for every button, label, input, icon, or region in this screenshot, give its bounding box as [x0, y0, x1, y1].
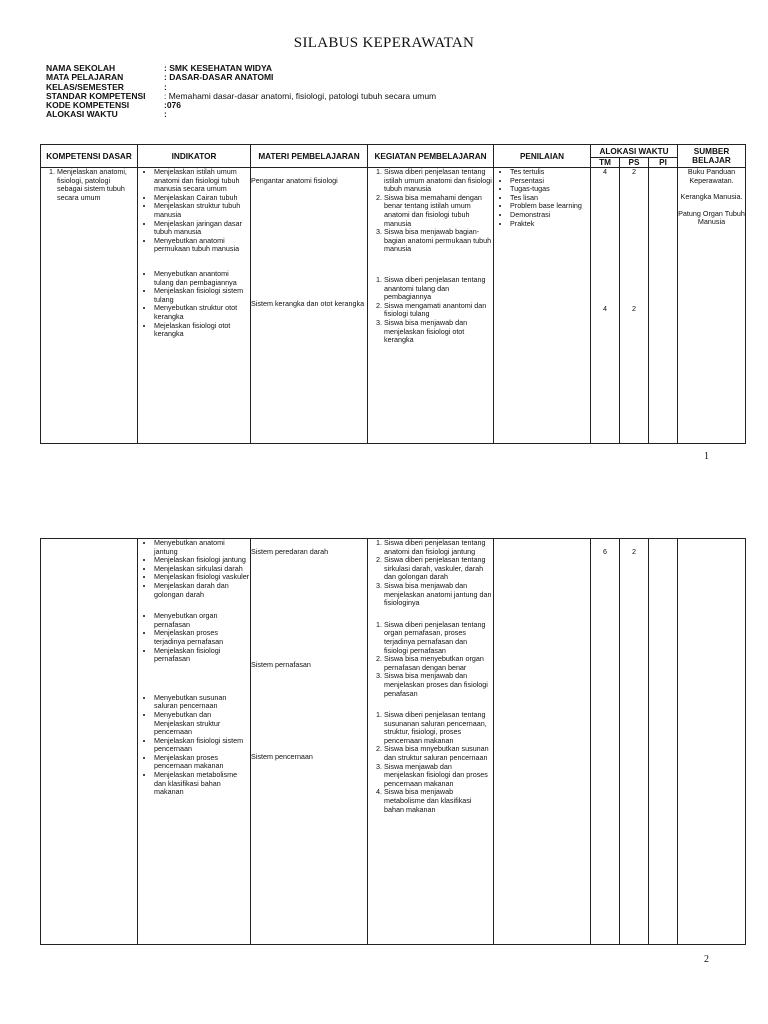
kegiatan-cell [368, 168, 494, 444]
col-alokasi-waktu: ALOKASI WAKTU [591, 145, 678, 158]
penilaian-cell [494, 168, 591, 444]
field-label: KODE KOMPETENSI [46, 100, 130, 111]
field-label: MATA PELAJARAN [46, 72, 124, 83]
indikator-list [138, 168, 250, 254]
list-item: • Menyebutkan anantomi tulang dan pembagiannya [154, 270, 250, 287]
list-item: 3. Siswa bisa menjawab dan menjelaskan anatomi jantung dan fisiologinya [384, 582, 493, 608]
penilaian-cell [494, 539, 591, 945]
ps-cell [620, 168, 649, 444]
list-item: • Menjelaskan fisiologi vaskuler [154, 573, 250, 582]
list-item: • Mejelaskan fisiologi otot kerangka [154, 322, 250, 339]
ps-cell [620, 539, 649, 945]
materi-text: Sistem kerangka dan otot kerangka [251, 298, 365, 308]
col-materi: MATERI PEMBELAJARAN [251, 145, 368, 168]
list-item: • Tes lisan [510, 194, 590, 203]
list-item: 4. Siswa bisa menjawab metabolisme dan klasifikasi bahan makanan [384, 788, 493, 814]
sumber-cell [678, 168, 746, 444]
page-number: 2 [704, 954, 709, 965]
materi-text: Pengantar anatomi fisiologi [251, 176, 338, 185]
list-item: • Menyebutkan anatomi permukaan tubuh manusia [154, 237, 250, 254]
list-item: • Demonstrasi [510, 211, 590, 220]
ps-value: 2 [632, 303, 636, 313]
list-item: • Problem base learning [510, 202, 590, 211]
list-item: 3. Siswa bisa menjawab bagian-bagian anatomi permukaan tubuh manusia [384, 228, 493, 254]
list-item: • Menjelaskan jaringan dasar tubuh manusia [154, 220, 250, 237]
list-item: • Menjelaskan Cairan tubuh [154, 194, 250, 203]
col-indikator: INDIKATOR [138, 145, 251, 168]
sumber-item: Patung Organ Tubuh Manusia [678, 208, 745, 227]
field-value: : SMK KESEHATAN WIDYA [164, 63, 272, 73]
indikator-list [138, 694, 250, 797]
list-item: 1. Siswa diberi penjelasan tentang susunanan saluran pencernaan, struktur, fisiologi, proses pencernaan makanan [384, 711, 493, 745]
kompetensi-list [41, 168, 137, 202]
list-item: • Menyebutkan susunan saluran pencernaan [154, 694, 250, 711]
list-item: • Menyebutkan struktur otot kerangka [154, 304, 250, 321]
list-item: 3. Siswa bisa menjawab dan menjelaskan fisiologi otot kerangka [384, 319, 493, 345]
list-item: 1. Siswa diberi penjelasan tentang anantomi tulang dan pembagiannya [384, 276, 493, 302]
list-item: • Menjelaskan proses pencernaan makanan [154, 754, 250, 771]
materi-cell [251, 168, 368, 444]
sumber-item: Kerangka Manusia. [680, 192, 743, 202]
field-label: KELAS/SEMESTER [46, 81, 124, 92]
table-row [41, 539, 746, 945]
list-item: • Menjelaskan istilah umum anatomi dan fisiologi tubuh manusia secara umum [154, 168, 250, 194]
col-pi: PI [649, 158, 678, 168]
table-row [41, 168, 746, 444]
list-item: • Tugas-tugas [510, 185, 590, 194]
list-item: • Menjelaskan fisiologi jantung [154, 556, 250, 565]
tm-value: 6 [603, 547, 607, 556]
list-item: 1. Siswa diberi penjelasan tentang anatomi dan fisiologi jantung [384, 539, 493, 556]
kegiatan-list [368, 168, 493, 254]
field-value: : [164, 109, 167, 120]
syllabus-table-page-1 [40, 144, 746, 444]
list-item: 2. Siswa mengamati anantomi dan fisiologi tulang [384, 302, 493, 319]
list-item: • Menjelaskan struktur tubuh manusia [154, 202, 250, 219]
identity-block [46, 64, 436, 120]
indikator-list [138, 270, 250, 339]
list-item: 3. Siswa bisa menjawab dan menjelaskan proses dan fisiologi penafasan [384, 672, 493, 698]
list-item: • Tes tertulis [510, 168, 590, 177]
list-item: 1. Menjelaskan anatomi, fisiologi, patologi sebagai sistem tubuh secara umum [57, 168, 137, 202]
pi-cell [649, 168, 678, 444]
col-kegiatan: KEGIATAN PEMBELAJARAN [368, 145, 494, 168]
field-value: : [164, 81, 167, 92]
tm-cell [591, 168, 620, 444]
identity-row-time [46, 110, 436, 119]
materi-text: Sistem peredaran darah [251, 547, 329, 556]
field-value: :076 [164, 100, 182, 111]
list-item: 1. Siswa diberi penjelasan tentang istilah umum anatomi dan fisiologi tubuh manusia [384, 168, 493, 194]
kegiatan-list [368, 711, 493, 814]
page-number: 1 [704, 451, 709, 462]
list-item: • Menjelaskan fisiologi pernafasan [154, 647, 250, 664]
list-item: 2. Siswa diberi penjelasan tentang sirkulasi darah, vaskuler, darah dan golongan darah [384, 556, 493, 582]
tm-cell [591, 539, 620, 945]
list-item: • Menjelaskan sirkulasi darah [154, 565, 250, 574]
kegiatan-list [368, 539, 493, 608]
list-item: • Menjelaskan metabolisme dan klasifikasi bahan makanan [154, 771, 250, 797]
list-item: • Persentasi [510, 177, 590, 186]
materi-text: Sistem pencernaan [251, 752, 313, 762]
materi-text: Sistem pernafasan [251, 659, 311, 669]
list-item: • Praktek [510, 220, 590, 229]
indikator-list [138, 612, 250, 664]
col-sumber-belajar: SUMBER BELAJAR [678, 145, 746, 168]
field-value: : Memahami dasar-dasar anatomi, fisiologi, patologi tubuh secara umum [164, 90, 437, 101]
pi-cell [649, 539, 678, 945]
list-item: • Menjelaskan proses terjadinya pernafasan [154, 629, 250, 646]
syllabus-table-page-2 [40, 538, 746, 945]
indikator-cell [138, 539, 251, 945]
list-item: 3. Siswa menjawab dan menjelaskan fisiologi dan proses pencernaan makanan [384, 763, 493, 789]
kompetensi-dasar-cell [41, 539, 138, 945]
list-item: 2. Siswa bisa mnyebutkan susunan dan struktur saluran pencernaan [384, 745, 493, 762]
tm-value: 4 [603, 303, 607, 313]
field-value: : DASAR-DASAR ANATOMI [164, 72, 274, 83]
list-item: • Menyebutkan anatomi jantung [154, 539, 250, 556]
indikator-list [138, 539, 250, 599]
sumber-cell [678, 539, 746, 945]
kegiatan-cell [368, 539, 494, 945]
list-item: 2. Siswa bisa menyebutkan organ pernafasan dengan benar [384, 655, 493, 672]
list-item: 2. Siswa bisa memahami dengan benar tentang istilah umum anatomi dan fisiologi tubuh manusia [384, 194, 493, 228]
header-row [41, 145, 746, 158]
col-kompetensi-dasar: KOMPETENSI DASAR [41, 145, 138, 168]
ps-value: 2 [632, 547, 636, 556]
kegiatan-list [368, 276, 493, 345]
list-item: • Menyebutkan organ pernafasan [154, 612, 250, 629]
list-item: 1. Siswa diberi penjelasan tentang organ pernafasan, proses terjadinya pernafasan dan fisiologi pernafasan [384, 621, 493, 655]
indikator-cell [138, 168, 251, 444]
list-item: • Menjelaskan fisiologi sistem tulang [154, 287, 250, 304]
tm-value: 4 [603, 167, 607, 176]
list-item: • Menjelaskan darah dan golongan darah [154, 582, 250, 599]
field-label: ALOKASI WAKTU [46, 109, 118, 120]
col-tm: TM [591, 158, 620, 168]
field-label: STANDAR KOMPETENSI [46, 90, 146, 101]
kegiatan-list [368, 621, 493, 698]
col-ps: PS [620, 158, 649, 168]
list-item: • Menjelaskan fisiologi sistem pencernaan [154, 737, 250, 754]
sumber-item: Buku Panduan Keperawatan. [687, 167, 736, 185]
penilaian-list [494, 168, 590, 228]
kompetensi-dasar-cell [41, 168, 138, 444]
list-item: • Menyebutkan dan Menjelaskan struktur pencernaan [154, 711, 250, 737]
field-label: NAMA SEKOLAH [46, 63, 116, 73]
col-penilaian: PENILAIAN [494, 145, 591, 168]
materi-cell [251, 539, 368, 945]
page-title: SILABUS KEPERAWATAN [293, 35, 475, 51]
ps-value: 2 [632, 167, 636, 176]
